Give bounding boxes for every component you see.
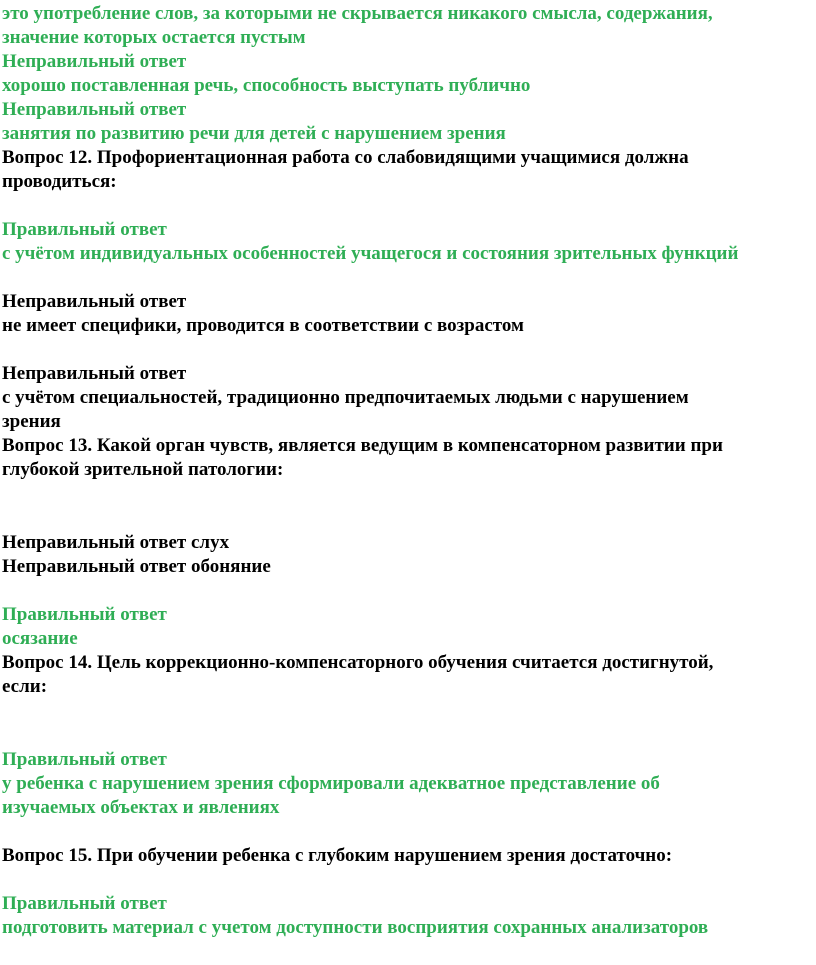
correct-answer-label: Правильный ответ	[2, 893, 167, 914]
incorrect-answer-label: Неправильный ответ	[2, 51, 187, 72]
question-13: Вопрос 13. Какой орган чувств, является ведущим в компенсаторном развитии при	[2, 435, 723, 456]
incorrect-answer-label: Неправильный ответ	[2, 363, 187, 384]
answer-text: хорошо поставленная речь, способность выступать публично	[2, 75, 531, 96]
correct-answer-label: Правильный ответ	[2, 604, 167, 625]
correct-answer-text: с учётом индивидуальных особенностей учащегося и состояния зрительных функций	[2, 243, 739, 264]
answer-text: занятия по развитию речи для детей с нарушением зрения	[2, 123, 506, 144]
answer-text-cont: зрения	[2, 411, 61, 432]
question-14: Вопрос 14. Цель коррекционно-компенсаторного обучения считается достигнутой,	[2, 652, 714, 673]
correct-answer-label: Правильный ответ	[2, 219, 167, 240]
incorrect-answer-line: Неправильный ответ обоняние	[2, 556, 271, 577]
correct-answer-text: подготовить материал с учетом доступности восприятия сохранных анализаторов	[2, 917, 709, 938]
question-14-cont: если:	[2, 676, 48, 697]
question-13-cont: глубокой зрительной патологии:	[2, 459, 284, 480]
correct-answer-label: Правильный ответ	[2, 749, 167, 770]
answer-text: значение которых остается пустым	[2, 27, 306, 48]
incorrect-answer-label: Неправильный ответ	[2, 291, 187, 312]
correct-answer-text-cont: изучаемых объектах и явлениях	[2, 797, 280, 818]
answer-text: это употребление слов, за которыми не скрывается никакого смысла, содержания,	[2, 3, 713, 24]
correct-answer-text: у ребенка с нарушением зрения сформировали адекватное представление об	[2, 773, 660, 794]
incorrect-answer-label: Неправильный ответ	[2, 99, 187, 120]
question-12-cont: проводиться:	[2, 171, 117, 192]
incorrect-answer-line: Неправильный ответ слух	[2, 532, 230, 553]
correct-answer-text: осязание	[2, 628, 78, 649]
question-12: Вопрос 12. Профориентационная работа со слабовидящими учащимися должна	[2, 147, 689, 168]
answer-text: с учётом специальностей, традиционно предпочитаемых людьми с нарушением	[2, 387, 689, 408]
answer-text: не имеет специфики, проводится в соответствии с возрастом	[2, 315, 524, 336]
question-15: Вопрос 15. При обучении ребенка с глубоким нарушением зрения достаточно:	[2, 845, 673, 866]
